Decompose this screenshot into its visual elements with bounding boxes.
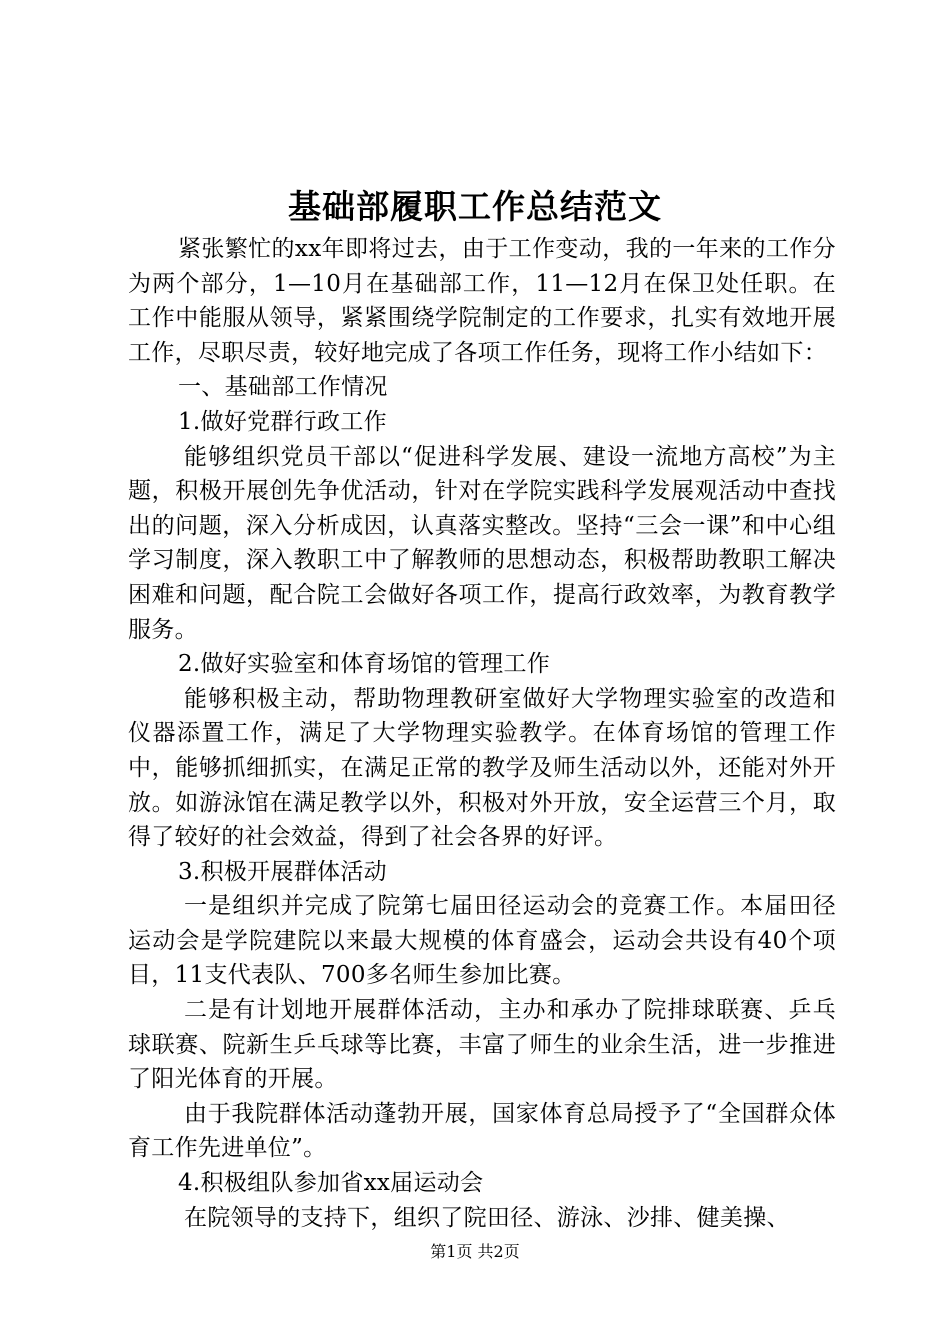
paragraph-party-work: 能够组织党员干部以“促进科学发展、建设一流地方高校”为主题，积极开展创先争优活动，针对在学院实践科学发展观活动中查找出的问题，深入分析成因，认真落实整改。坚持“三会一课”和中心组学习制度，深入教职工中了解教师的思想动态，积极帮助教职工解决困难和问题，配合院工会做好各项工作，提高行政效率，为教育教学服务。 <box>128 443 836 643</box>
document-title: 基础部履职工作总结范文 <box>288 187 662 226</box>
paragraph-intro: 紧张繁忙的xx年即将过去，由于工作变动，我的一年来的工作分为两个部分，1—10月在基础部工作，11—12月在保卫处任职。在工作中能服从领导，紧紧围绕学院制定的工作要求，扎实有效地开展工作，尽职尽责，较好地完成了各项工作任务，现将工作小结如下： <box>128 236 836 366</box>
paragraph-group-activities: 二是有计划地开展群体活动，主办和承办了院排球联赛、乒乓球联赛、院新生乒乓球等比赛，丰富了师生的业余生活，进一步推进了阳光体育的开展。 <box>128 997 836 1093</box>
document-body <box>128 232 836 1235</box>
paragraph-lab-venues: 能够积极主动，帮助物理教研室做好大学物理实验室的改造和仪器添置工作，满足了大学物理实验教学。在体育场馆的管理工作中，能够抓细抓实，在满足正常的教学及师生活动以外，还能对外开放。如游泳馆在满足教学以外，积极对外开放，安全运营三个月，取得了较好的社会效益，得到了社会各界的好评。 <box>128 685 836 851</box>
subheading-1: 1.做好党群行政工作 <box>178 408 387 435</box>
page-footer: 第1页 共2页 <box>430 1242 520 1261</box>
paragraph-award: 由于我院群体活动蓬勃开展，国家体育总局授予了“全国群众体育工作先进单位”。 <box>128 1100 836 1162</box>
paragraph-track-meet: 一是组织并完成了院第七届田径运动会的竞赛工作。本届田径运动会是学院建院以来最大规模的体育盛会，运动会共设有40个项目，11支代表队、700多名师生参加比赛。 <box>128 893 836 989</box>
subheading-2: 2.做好实验室和体育场馆的管理工作 <box>178 651 551 678</box>
subheading-4: 4.积极组队参加省xx届运动会 <box>178 1170 484 1197</box>
section-heading-1: 一、基础部工作情况 <box>178 374 388 401</box>
subheading-3: 3.积极开展群体活动 <box>178 858 387 885</box>
paragraph-provincial-games: 在院领导的支持下，组织了院田径、游泳、沙排、健美操、 <box>184 1204 790 1231</box>
